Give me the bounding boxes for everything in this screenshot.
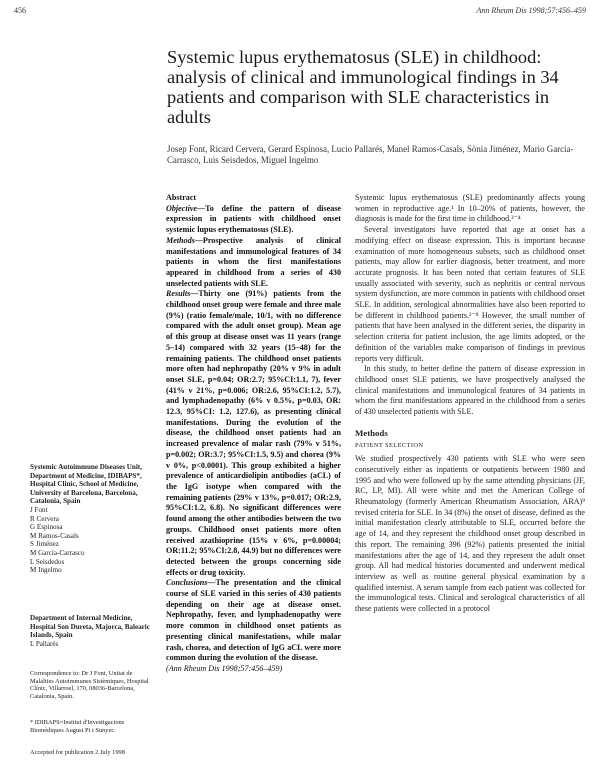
abstract-heading: Abstract (166, 193, 197, 202)
page-number: 456 (14, 6, 26, 15)
affiliation-name: M García-Carrasco (30, 548, 85, 557)
methods-label: Methods (166, 235, 195, 245)
correspondence: Correspondence to: Dr J Font, Unitat de Malalties Autoimmunes Sistèmiques, Hospital Clínic, Villarroel, 170, 08036-Barcelona, Catalonia, Spain. (30, 670, 149, 700)
running-header (14, 6, 586, 20)
affiliation-name: S Jiménez (30, 540, 59, 549)
abstract-conclusions (166, 578, 341, 664)
results-label: Results (166, 289, 191, 299)
affiliation-1: Systemic Autoimmune Diseases Unit, Department of Medicine, IDIBAPS*, Hospital Clinic, School of Medicine, University of Barcelona, Barcelona, Catalonia, Spain (30, 463, 142, 506)
methods-text: —Prospective analysis of clinical manifestations and immunological features of 34 patients in whom the first manifestations appeared in childhood from a series of 430 unselected patients with SLE. (166, 235, 341, 288)
body-paragraph: Several investigators have reported that age at onset has a modifying effect on disease expression. This is important because examination of more homogeneous subsets, such as childhood onset patients, may allow for earlier diagnosis, better treatment, and more accurate prognosis. It has been noted that certain features of SLE usually associated with severity, such as nephritis or central nervous system dysfunction, are more common in patients with childhood onset SLE. In addition, serological abnormalities have also been reported to be different in childhood patients.²⁻⁸ However, the small number of patients that have been analysed in the different series, the disparity in selection criteria for patient inclusion, the age limits adopted, or the definition of the variables make comparison of findings in previous reports very difficult. (355, 225, 585, 363)
affiliation-block-1 (30, 463, 155, 575)
affiliation-name: G Espinosa (30, 523, 63, 532)
affiliation-name: L Pallarés (30, 639, 59, 648)
affiliation-name: M Ingelmo (30, 566, 62, 575)
abstract (166, 193, 341, 675)
objective-text: —To define the pattern of disease expression in patients with childhood onset systemic lupus erythematosus (SLE). (166, 203, 341, 235)
affiliation-name: M Ramos-Casals (30, 531, 79, 540)
affiliation-2: Department of Internal Medicine, Hospital Son Dureta, Majorca, Balearic Islands, Spain (30, 614, 150, 640)
journal-reference: Ann Rheum Dis 1998;57:456–459 (476, 6, 586, 15)
affiliation-name: L Seisdedos (30, 557, 65, 566)
affiliation-name: J Font (30, 505, 48, 514)
conclusions-label: Conclusions (166, 578, 208, 588)
methods-heading: Methods (355, 427, 388, 438)
abstract-objective (166, 204, 341, 236)
body-column (355, 193, 585, 615)
abstract-methods (166, 236, 341, 290)
author-list: Josep Font, Ricard Cervera, Gerard Espinosa, Lucio Pallarés, Manel Ramos-Casals, Sònia Jiménez, Mario García-Carrasco, Luis Seisdedos, Miguel Ingelmo (167, 144, 574, 165)
article-title: Systemic lupus erythematosus (SLE) in childhood: analysis of clinical and immunological findings in 34 patients and comparison with SLE characteristics in adults (167, 47, 559, 127)
conclusions-text: —The presentation and the clinical course of SLE varied in this series of 430 patients depending on their age at disease onset. Nephropathy, fever, and lymphadenopathy were more common in childhood onset patients as presenting clinical manifestations, while malar rash, chorea, and detection of IgG aCL were more common during the evolution of the disease. (166, 578, 341, 663)
patient-selection-subheading: PATIENT SELECTION (355, 442, 424, 450)
affiliation-block-2 (30, 614, 155, 648)
body-paragraph: In this study, to better define the pattern of disease expression in childhood onset SLE patients, we have prospectively analysed the clinical manifestations and immunological features of 34 patients in whom the first manifestations appeared in the childhood from a series of 430 unselected patients with SLE. (355, 364, 585, 417)
accepted-date: Accepted for publication 2 July 1998 (30, 749, 125, 756)
body-paragraph: Systemic lupus erythematosus (SLE) predominantly affects young women in reproductive age.¹ In 10–20% of patients, however, the diagnosis is made for the first time in childhood.²⁻⁴ (355, 193, 585, 224)
body-paragraph: We studied prospectively 430 patients with SLE who were seen consecutively either as inpatients or outpatients between 1980 and 1995 and who were followed up by the same attending physicians (JF, RC, LP, MI). All were white and met the American College of Rheumatology (formerly American Rheumatism Association, ARA)⁹ revised criteria for SLE. In 34 (8%) the onset of disease, defined as the initial manifestation clearly attributable to SLE, occurred before the age of 14, and they represent the childhood onset group described in this report. The remaining 396 (92%) patients presented the initial manifestations after the age of 14, and they represent the adult onset group. All had medical histories documented and underwent medical interview as well as routine general physical examination by a qualified internist. A serum sample from each patient was collected for the immunological tests. Clinical and serological characteristics of all these patients were collected in a protocol (355, 454, 585, 614)
abstract-results (166, 289, 341, 578)
objective-label: Objective (166, 203, 198, 213)
affiliation-name: R Cervera (30, 514, 59, 523)
abstract-citation: (Ann Rheum Dis 1998;57:456–459) (166, 663, 283, 673)
results-text: —Thirty one (91%) patients from the childhood onset group were female and three male (9%) (ratio female/male, 10/1, with no difference compared with the adult onset group). Mean age of this group at disease onset was 11 years (range 5–14) compared with 32 years (15–48) for the remaining patients. The childhood onset patients more often had nephropathy (20% v 9% in adult onset SLE, p=0.04; OR:2.7; 95%CI:1.1, 7), fever (41% v 21%, p=0.006; OR:2.6, 95%CI:1.2, 5.7), and lymphadenopathy (6% v 0.5%, p=0.03, OR: 12.3, 95%CI: 1.2, 127.6), as presenting clinical manifestations. During the evolution of the disease, the childhood onset patients had an increased prevalence of malar rash (79% v 51%, p=0.002; OR:3.7; 95%CI:1.5, 9.5) and chorea (9% v 0%, p<0.0001). This group exhibited a higher prevalence of anticardiolipin antibodies (aCL) of the IgG isotype when compared with the remaining patients (29% v 13%, p=0.017; OR:2.9, 95%CI:1.2, 6.8). No significant differences were found among the other antibodies between the two groups. Childhood onset patients more often received azathioprine (15% v 6%, p=0.00004; OR:11.2; 95%CI:2.8, 44.9) but no differences were detected between the groups concerning side effects or drug toxicity. (166, 289, 341, 577)
institution-footnote: * IDIBAPS=Institut d'Investigacions Biomèdiques August Pi i Sunyer. (30, 719, 125, 734)
